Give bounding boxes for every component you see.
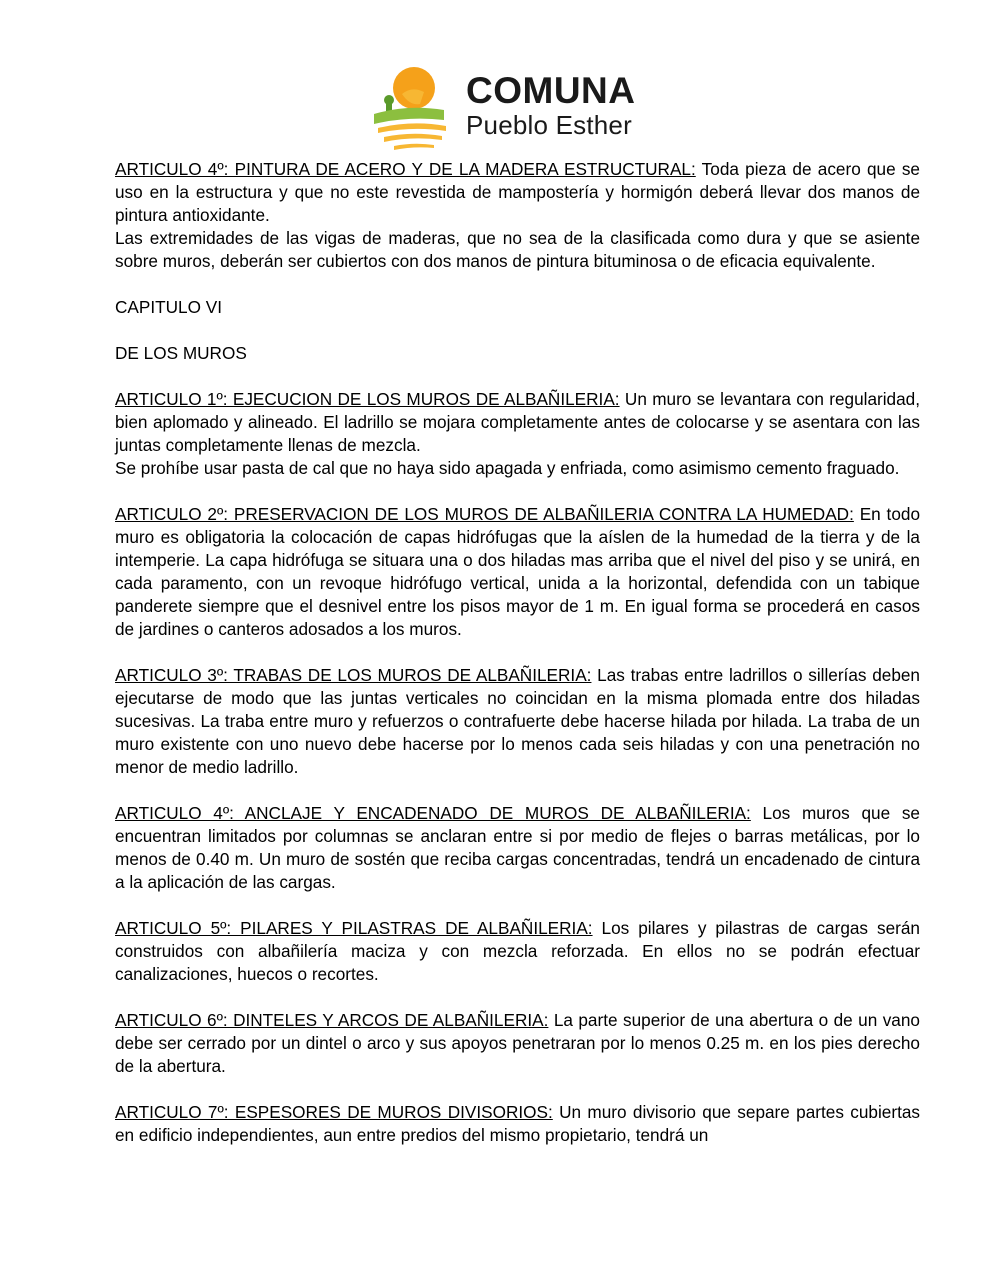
comuna-logo [372, 64, 672, 154]
article-paragraph [115, 802, 920, 894]
logo-line-comuna: COMUNA [466, 70, 636, 111]
article-text: Las trabas entre ladrillos o sillerías deben ejecutarse de modo que las juntas verticales no coincidan en la misma plomada entre dos hiladas sucesivas. La traba entre muro y refuerzos o contrafuerte debe hacerse hilada por hilada. La traba de un muro existente con uno nuevo debe hacerse por lo menos cada seis hiladas y con una penetración no menor de medio ladrillo. [115, 665, 920, 777]
article-paragraph [115, 664, 920, 779]
article-heading: ARTICULO 4º: PINTURA DE ACERO Y DE LA MADERA ESTRUCTURAL: [115, 159, 696, 179]
document-body [115, 158, 920, 1147]
article-text: Toda pieza de acero que se uso en la estructura y que no este revestida de mampostería y hormigón deberá llevar dos manos de pintura antioxidante. [115, 159, 920, 225]
article-heading: ARTICULO 2º: PRESERVACION DE LOS MUROS DE ALBAÑILERIA CONTRA LA HUMEDAD: [115, 504, 854, 524]
article-paragraph: Las extremidades de las vigas de maderas, que no sea de la clasificada como dura y que se asiente sobre muros, deberán ser cubiertos con dos manos de pintura bituminosa o de eficacia equivalente. [115, 228, 920, 271]
article-paragraph [115, 917, 920, 986]
article-paragraph: Se prohíbe usar pasta de cal que no haya sido apagada y enfriada, como asimismo cemento fraguado. [115, 458, 900, 478]
article-heading: ARTICULO 1º: EJECUCION DE LOS MUROS DE ALBAÑILERIA: [115, 389, 620, 409]
article-paragraph [115, 158, 920, 227]
article-heading: ARTICULO 3º: TRABAS DE LOS MUROS DE ALBAÑILERIA: [115, 665, 592, 685]
logo-sun-landscape-icon [372, 64, 462, 154]
article-text: La parte superior de una abertura o de un vano debe ser cerrado por un dintel o arco y sus apoyos penetraran por lo menos 0.25 m. en los pies derecho de la abertura. [115, 1010, 920, 1076]
article-text: Un muro divisorio que separe partes cubiertas en edificio independientes, aun entre predios del mismo propietario, tendrá un [115, 1102, 921, 1145]
logo-text [466, 72, 635, 138]
article-paragraph [115, 1101, 920, 1147]
article-heading: ARTICULO 4º: ANCLAJE Y ENCADENADO DE MUROS DE ALBAÑILERIA: [115, 803, 751, 823]
article-paragraph [115, 388, 920, 457]
article-heading: ARTICULO 7º: ESPESORES DE MUROS DIVISORIOS: [115, 1102, 553, 1122]
article-paragraph [115, 1009, 920, 1078]
article-text: Los pilares y pilastras de cargas serán construidos con albañilería maciza y con mezcla reforzada. En ellos no se podrán efectuar canalizaciones, huecos o recortes. [115, 918, 920, 984]
article-heading: ARTICULO 5º: PILARES Y PILASTRAS DE ALBAÑILERIA: [115, 918, 593, 938]
article-text: En todo muro es obligatoria la colocación de capas hidrófugas que la aíslen de la humedad de la tierra y de la intemperie. La capa hidrófuga se situara una o dos hiladas mas arriba que el nivel del piso y se unirá, en cada paramento, con un revoque hidrófugo vertical, unida a la horizontal, defendida con un tabique panderete siempre que el desnivel entre los pisos mayor de 1 m. En igual forma se procederá en casos de jardines o canteros adosados a los muros. [115, 504, 921, 639]
article-paragraph [115, 503, 920, 641]
chapter-title: DE LOS MUROS [115, 343, 247, 363]
chapter-heading: CAPITULO VI [115, 297, 222, 317]
article-text: Los muros que se encuentran limitados por columnas se anclaran entre si por medio de flejes o barras metálicas, por lo menos de 0.40 m. Un muro de sostén que reciba cargas concentradas, tendrá un encadenado de cintura a la aplicación de las cargas. [115, 803, 920, 892]
article-heading: ARTICULO 6º: DINTELES Y ARCOS DE ALBAÑILERIA: [115, 1010, 549, 1030]
article-text: Un muro se levantara con regularidad, bien aplomado y alineado. El ladrillo se mojara completamente antes de colocarse y se asentara con las juntas completamente llenas de mezcla. [115, 389, 921, 455]
logo-line-pueblo-esther: Pueblo Esther [466, 110, 632, 140]
